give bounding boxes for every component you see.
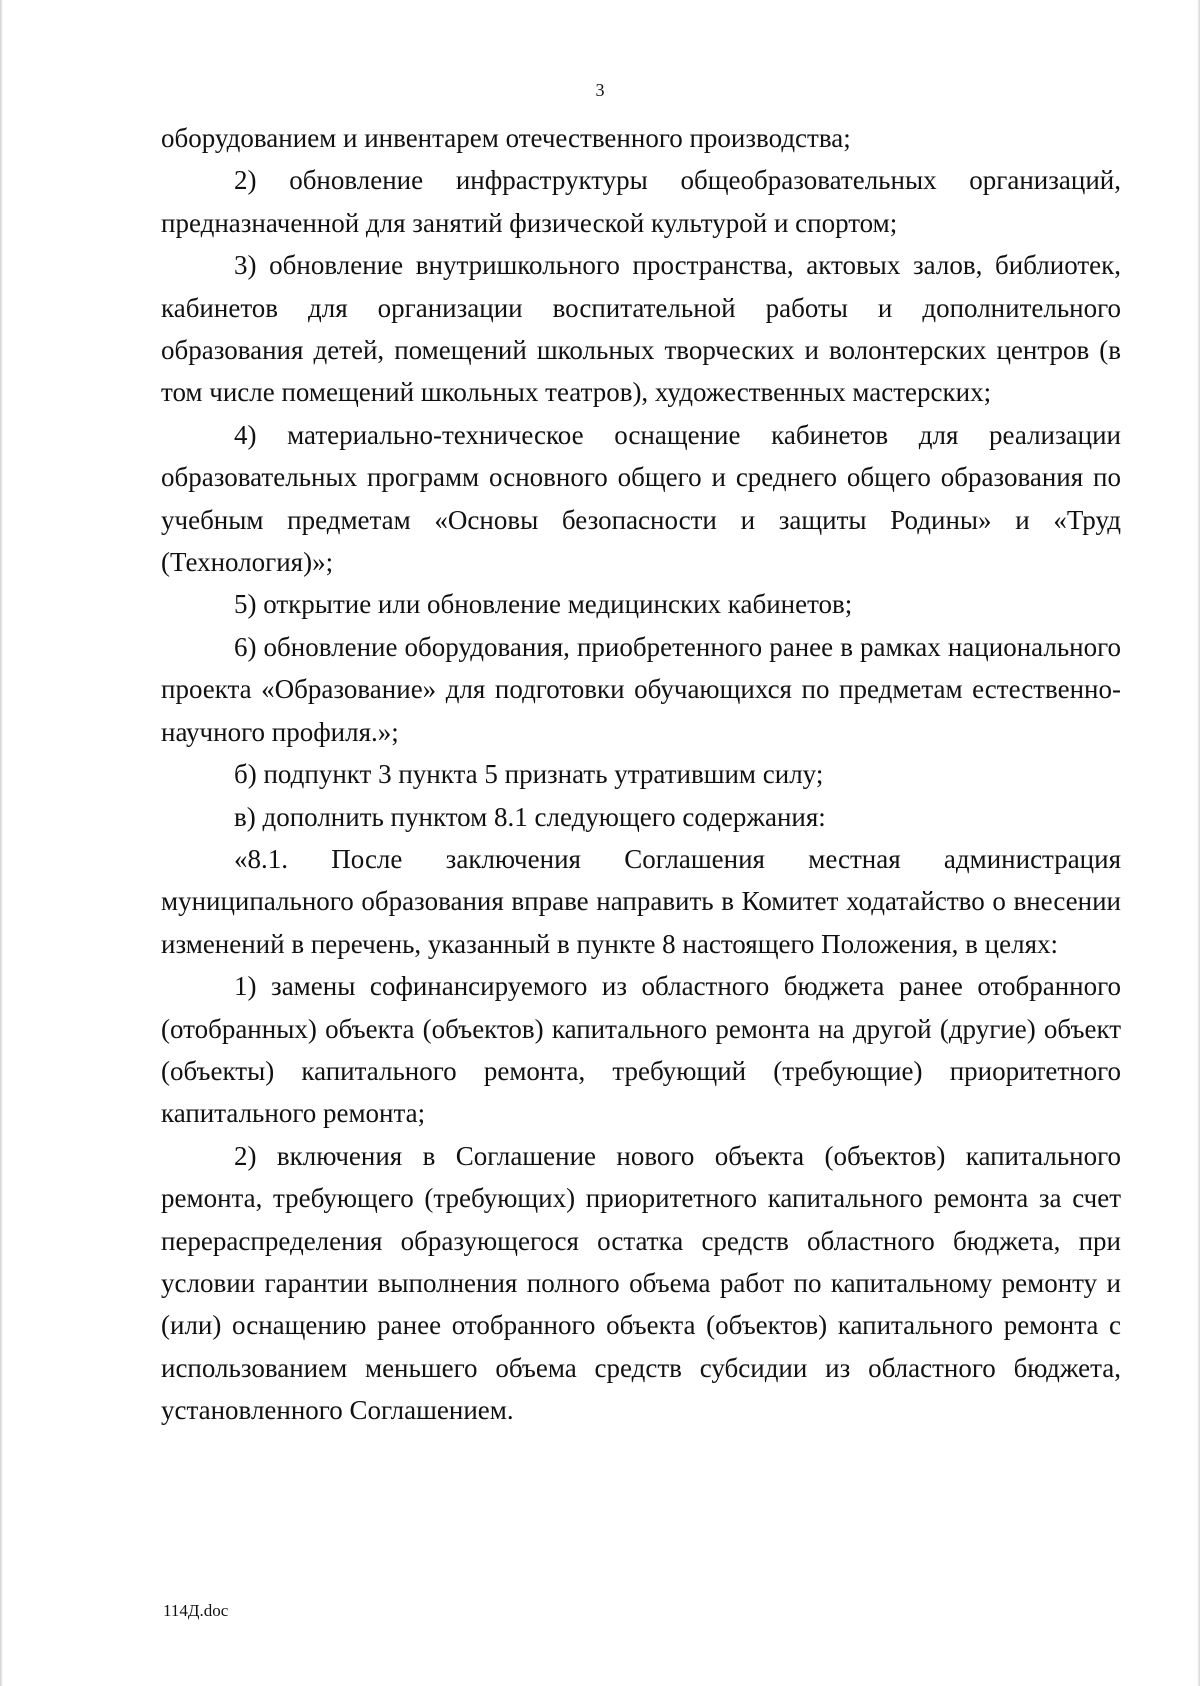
paragraph-item-6: 6) обновление оборудования, приобретенного ранее в рамках национального проекта «Образование» для подготовки обучающихся по предметам естественно-научного профиля.»;: [161, 631, 1121, 747]
paragraph-clause-8-1: «8.1. После заключения Соглашения местная администрация муниципального образования вправе направить в Комитет ходатайство о внесении изменений в перечень, указанный в пункте 8 настоящего Положения, в целях:: [161, 843, 1121, 959]
paragraph-item-3: 3) обновление внутришкольного пространства, актовых залов, библиотек, кабинетов для организации воспитательной работы и дополнительного образования детей, помещений школьных творческих и волонтерских центров (в том числе помещений школьных театров), художественных мастерских;: [161, 250, 1121, 408]
paragraph-clause-8-1-item-2: 2) включения в Соглашение нового объекта (объектов) капитального ремонта, требующего (требующих) приоритетного капитального ремонта за счет перераспределения образующегося остатка средств областного бюджета, при условии гарантии выполнения полного объема работ по капитальному ремонту и (или) оснащению ранее отобранного объекта (объектов) капитального ремонта с использованием меньшего объема средств субсидии из областного бюджета, установленного Соглашением.: [161, 1140, 1121, 1426]
paragraph-subpoint-v: в) дополнить пунктом 8.1 следующего содержания:: [234, 801, 826, 832]
paragraph-subpoint-b: б) подпункт 3 пункта 5 признать утратившим силу;: [234, 759, 824, 790]
scan-edge-left: [0, 0, 3, 1686]
paragraph-item-4: 4) материально-техническое оснащение кабинетов для реализации образовательных программ основного общего и среднего общего образования по учебным предметам «Основы безопасности и защиты Родины» и «Труд (Технология)»;: [161, 419, 1121, 578]
footer-filename: 114Д.doc: [163, 1601, 229, 1620]
page-number: 3: [595, 80, 605, 100]
paragraph-clause-8-1-item-1: 1) замены софинансируемого из областного бюджета ранее отобранного (отобранных) объекта (объектов) капитального ремонта на другой (другие) объект (объекты) капитального ремонта, требующий (требующие) приоритетного капитального ремонта;: [161, 971, 1121, 1129]
paragraph-continuation: оборудованием и инвентарем отечественного производства;: [161, 123, 851, 153]
paragraph-item-5: 5) открытие или обновление медицинских кабинетов;: [234, 589, 853, 620]
document-body: [161, 117, 1121, 1432]
paragraph-item-2: 2) обновление инфраструктуры общеобразовательных организаций, предназначенной для занятий физической культурой и спортом;: [161, 165, 1121, 238]
